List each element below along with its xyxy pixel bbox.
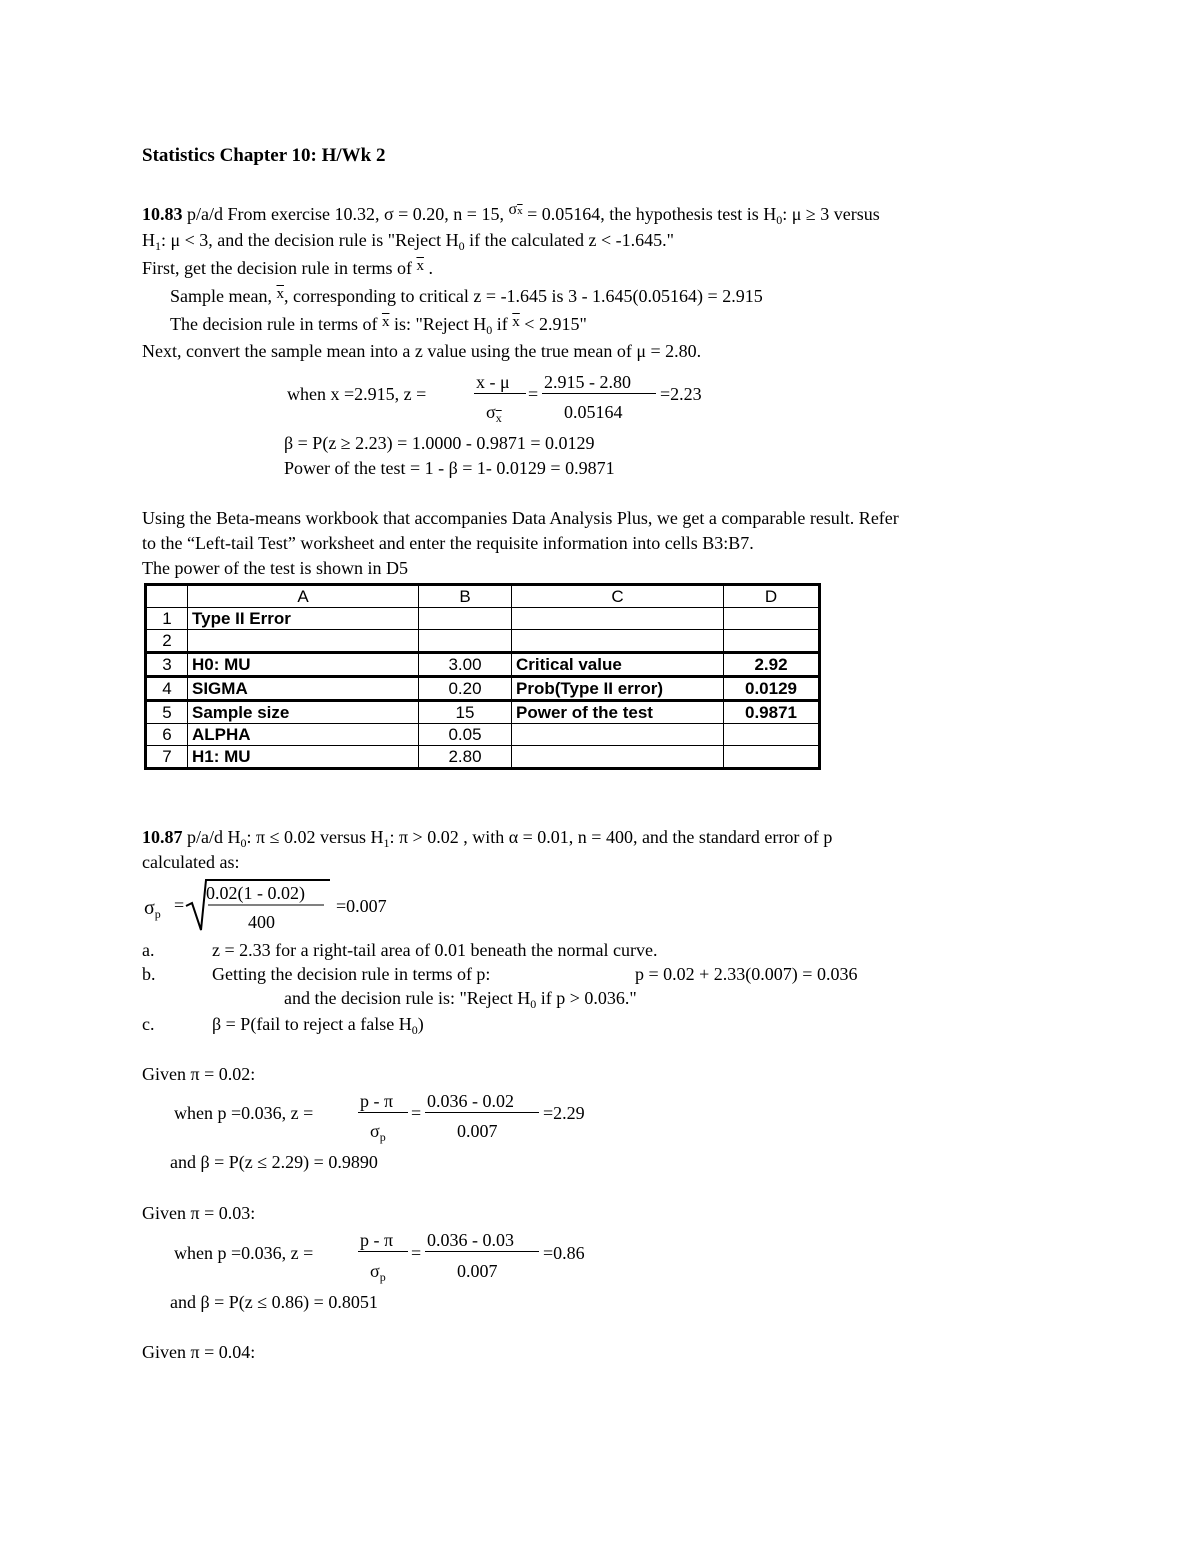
item-b-rule: and the decision rule is: "Reject $H_0$ if p > 0.036." [284, 988, 637, 1011]
case-num1: p - π [360, 1091, 394, 1111]
case-when: when p =0.036, z = [174, 1103, 314, 1123]
case-num1: p - π [360, 1230, 394, 1250]
case-num2: 0.036 - 0.03 [427, 1230, 514, 1250]
fraction-bar [425, 1112, 539, 1113]
fraction-bar [425, 1251, 539, 1252]
case-den1: $\sigma_p$ [370, 1121, 386, 1144]
paragraph-line: The power of the test is shown in D5 [142, 558, 408, 578]
case-eq: = [411, 1103, 422, 1123]
worksheet-table [144, 583, 821, 770]
item-b-text: Getting the decision rule in terms of p: [212, 964, 491, 984]
given-line: Given π = 0.02: [142, 1064, 256, 1084]
se-equals: = [174, 895, 185, 915]
table-row: 6 ALPHA 0.05 [146, 724, 820, 746]
item-c-text: β = P(fail to reject a false $H_0$) [212, 1014, 424, 1037]
given-line: Given π = 0.03: [142, 1203, 256, 1223]
problem-10-83-line3: First, get the decision rule in terms of $^{\overline{x}}$ . [142, 258, 433, 278]
item-c-label: c. [142, 1014, 155, 1034]
case-beta: and β = P(z ≤ 0.86) = 0.8051 [170, 1292, 378, 1312]
se-numerator: 0.02(1 - 0.02) [206, 883, 305, 903]
problem-number: 10.87 [142, 827, 183, 847]
case-beta: and β = P(z ≤ 2.29) = 0.9890 [170, 1152, 378, 1172]
table-row: 5 Sample size 15 Power of the test 0.9871 [146, 701, 820, 724]
column-header: D [724, 585, 820, 608]
case-den1: $\sigma_p$ [370, 1261, 386, 1284]
equation-denominator: $\sigma_{\overline{x}}$ [486, 402, 502, 425]
column-header: B [419, 585, 512, 608]
equation-result: =2.23 [660, 384, 702, 404]
case-when: when p =0.036, z = [174, 1243, 314, 1263]
table-row: 3 H0: MU 3.00 Critical value 2.92 [146, 653, 820, 677]
table-row: 7 H1: MU 2.80 [146, 746, 820, 769]
problem-10-83-line1: 10.83 p/a/d From exercise 10.32, σ = 0.20, n = 15, $\sigma\overline{x} = 0.05164$, the hypothesis test is $H_0$: μ ≥ 3 versus [142, 201, 880, 227]
problem-10-83-line2: $H_1$: μ < 3, and the decision rule is "Reject $H_0$ if the calculated z < -1.645." [142, 230, 675, 253]
problem-10-83-line4: Sample mean, $^{\overline{x}}$, corresponding to critical z = -1.645 is 3 - 1.645(0.05164) = 2.915 [170, 286, 763, 306]
paragraph-line: Using the Beta-means workbook that accompanies Data Analysis Plus, we get a comparable result. Refer [142, 508, 899, 528]
case-den2: 0.007 [457, 1261, 498, 1281]
fraction-bar [358, 1112, 408, 1113]
item-b-result: p = 0.02 + 2.33(0.007) = 0.036 [635, 964, 858, 984]
column-header: A [188, 585, 419, 608]
table-row: 4 SIGMA 0.20 Prob(Type II error) 0.0129 [146, 677, 820, 701]
table-row: 2 [146, 630, 820, 653]
item-b-label: b. [142, 964, 156, 984]
column-header: C [512, 585, 724, 608]
equation-z-value: when x =2.915, z = [287, 384, 427, 404]
se-result: =0.007 [336, 896, 387, 916]
problem-number: 10.83 [142, 204, 183, 224]
fraction-bar [358, 1251, 408, 1252]
problem-10-83-line5: The decision rule in terms of $^{\overline{x}}$ is: "Reject $H_0$ if $^{\overline{x}}$ < 2.915" [170, 314, 587, 337]
problem-10-87-line1: 10.87 p/a/d $H_0$: π ≤ 0.02 versus $H_1$: π > 0.02 , with α = 0.01, n = 400, and the standard error of p [142, 827, 833, 850]
problem-10-83-line6: Next, convert the sample mean into a z value using the true mean of μ = 2.80. [142, 341, 702, 361]
item-a-label: a. [142, 940, 155, 960]
problem-10-87-line2: calculated as: [142, 852, 240, 872]
given-line: Given π = 0.04: [142, 1342, 256, 1362]
equation-denominator-2: 0.05164 [564, 402, 623, 422]
case-result: =0.86 [543, 1243, 585, 1263]
paragraph-line: to the “Left-tail Test” worksheet and enter the requisite information into cells B3:B7. [142, 533, 754, 553]
item-a-text: z = 2.33 for a right-tail area of 0.01 beneath the normal curve. [212, 940, 658, 960]
case-num2: 0.036 - 0.02 [427, 1091, 514, 1111]
equation-numerator: x - μ [476, 372, 510, 392]
case-result: =2.29 [543, 1103, 585, 1123]
table-header-row [146, 585, 820, 608]
page-title: Statistics Chapter 10: H/Wk 2 [142, 145, 386, 166]
equation-numerator-2: 2.915 - 2.80 [544, 372, 631, 392]
case-den2: 0.007 [457, 1121, 498, 1141]
table-row: 1 Type II Error [146, 608, 820, 630]
beta-line: β = P(z ≥ 2.23) = 1.0000 - 0.9871 = 0.0129 [284, 433, 595, 453]
fraction-bar [542, 393, 656, 394]
power-line: Power of the test = 1 - β = 1- 0.0129 = 0.9871 [284, 458, 615, 478]
case-eq: = [411, 1243, 422, 1263]
se-denominator: 400 [248, 912, 275, 932]
equation-equals: = [528, 384, 539, 404]
se-lhs: $\sigma_p$ [144, 897, 161, 921]
fraction-bar [474, 393, 526, 394]
